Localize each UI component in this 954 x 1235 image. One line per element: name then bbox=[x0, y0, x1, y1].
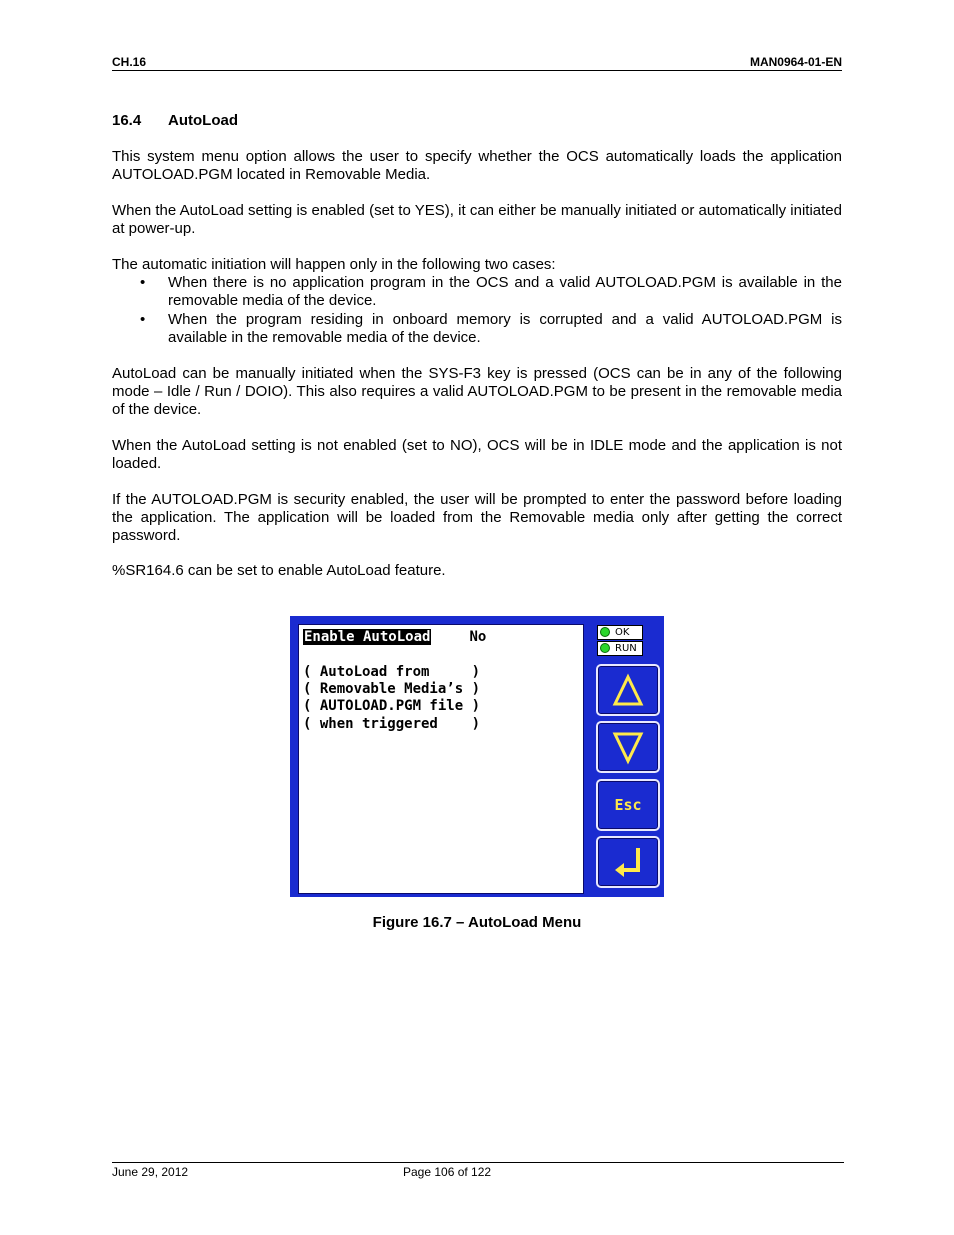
down-arrow-icon bbox=[598, 723, 658, 771]
status-ok bbox=[597, 625, 643, 640]
up-arrow-icon bbox=[598, 666, 658, 714]
section-title: AutoLoad bbox=[168, 112, 238, 129]
autoload-menu-screen bbox=[290, 616, 664, 897]
bullet-icon: • bbox=[140, 274, 146, 291]
list-item bbox=[112, 311, 842, 347]
enter-icon bbox=[598, 838, 658, 886]
ok-led-icon bbox=[600, 627, 610, 637]
up-key-button[interactable] bbox=[596, 664, 660, 716]
setting-label: Enable AutoLoad bbox=[304, 629, 431, 645]
paragraph-5-text: When the AutoLoad setting is not enabled (set to NO), OCS will be in IDLE mode and the application is not loaded. bbox=[112, 437, 842, 472]
setting-value: No bbox=[469, 629, 487, 645]
info-line: ( AUTOLOAD.PGM file ) bbox=[303, 698, 481, 714]
paragraph-1 bbox=[112, 148, 842, 184]
paragraph-3-text: The automatic initiation will happen only in the following two cases: bbox=[112, 256, 556, 273]
lcd-display bbox=[298, 624, 584, 894]
footer-rule bbox=[112, 1162, 844, 1163]
paragraph-7-text: %SR164.6 can be set to enable AutoLoad feature. bbox=[112, 562, 446, 579]
bullet-list bbox=[112, 274, 842, 348]
paragraph-4-text: AutoLoad can be manually initiated when the SYS-F3 key is pressed (OCS can be in any of the following mode – Idle / Run / DOIO). This also requires a valid AUTOLOAD.PGM to be present in the removable media of the device. bbox=[112, 365, 842, 418]
header-rule bbox=[112, 70, 842, 71]
enter-key-button[interactable] bbox=[596, 836, 660, 888]
info-line: ( Removable Media’s ) bbox=[303, 681, 481, 697]
footer-date: June 29, 2012 bbox=[112, 1165, 189, 1179]
info-line: ( AutoLoad from ) bbox=[303, 664, 481, 680]
footer-page: Page 106 of 122 bbox=[403, 1165, 492, 1179]
info-line: ( when triggered ) bbox=[303, 716, 481, 732]
bullet-text: When there is no application program in the OCS and a valid AUTOLOAD.PGM is available in the removable media of the device. bbox=[168, 274, 842, 309]
status-run-label: RUN bbox=[615, 643, 637, 654]
header-chapter: CH.16 bbox=[112, 55, 147, 69]
paragraph-2 bbox=[112, 202, 842, 238]
bullet-text: When the program residing in onboard memory is corrupted and a valid AUTOLOAD.PGM is available in the removable media of the device. bbox=[168, 311, 842, 346]
esc-key-button[interactable]: Esc bbox=[596, 779, 660, 831]
status-run bbox=[597, 641, 643, 656]
status-ok-label: OK bbox=[615, 627, 630, 638]
figure-caption: Figure 16.7 – AutoLoad Menu bbox=[372, 914, 582, 931]
down-key-button[interactable] bbox=[596, 721, 660, 773]
bullet-icon: • bbox=[140, 311, 146, 328]
setting-row[interactable] bbox=[303, 629, 486, 646]
section-heading bbox=[112, 112, 238, 129]
paragraph-5 bbox=[112, 437, 842, 473]
paragraph-6-text: If the AUTOLOAD.PGM is security enabled, the user will be prompted to enter the password before loading the application. The application will be loaded from the Removable media only after getting the correct password. bbox=[112, 491, 842, 544]
run-led-icon bbox=[600, 643, 610, 653]
paragraph-6 bbox=[112, 491, 842, 545]
header-doc-id: MAN0964-01-EN bbox=[749, 55, 842, 69]
paragraph-2-text: When the AutoLoad setting is enabled (set to YES), it can either be manually initiated or automatically initiated at power-up. bbox=[112, 202, 842, 237]
paragraph-1-text: This system menu option allows the user to specify whether the OCS automatically loads the application AUTOLOAD.PGM located in Removable Media. bbox=[112, 148, 842, 183]
paragraph-7 bbox=[112, 562, 842, 580]
list-item bbox=[112, 274, 842, 310]
paragraph-4 bbox=[112, 365, 842, 419]
paragraph-3 bbox=[112, 256, 842, 274]
section-number: 16.4 bbox=[112, 112, 142, 129]
